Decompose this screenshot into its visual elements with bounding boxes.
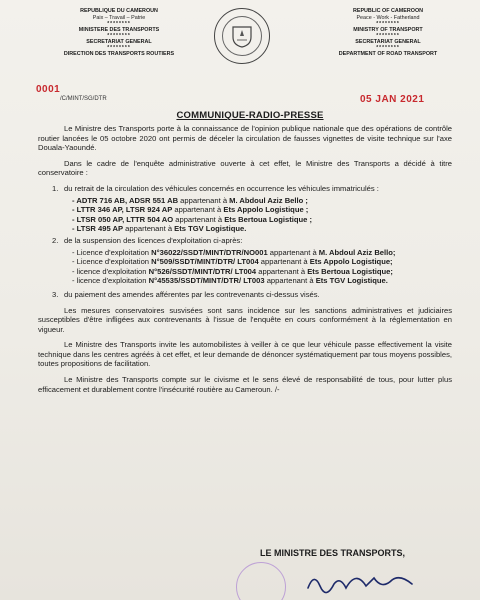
document-body: [38, 124, 452, 400]
paragraph-intro: Le Ministre des Transports porte à la connaissance de l'opinion publique nationale que des opérations de contrôle routier lancées le 05 octobre 2020 ont permis de déceler la circulation de fausses vignettes de visite technique sur l'axe Douala-Yaoundé.: [38, 124, 452, 153]
reference-number: /C/MINT/SG/DTR: [60, 96, 107, 102]
header-left-secretariat: SECRETARIAT GENERAL: [86, 39, 152, 45]
measure-3: [52, 290, 452, 300]
paragraph-closing: Le Ministre des Transports compte sur le civisme et le sens élevé de responsabilité de tous, pour lutter plus efficacement et durablement contre l'insécurité routière au Cameroun. /-: [38, 375, 452, 394]
registration-stamp-number: 0001: [36, 84, 61, 95]
header-left-country: REPUBLIQUE DU CAMEROUN: [80, 8, 158, 14]
coat-of-arms-seal: [214, 8, 270, 64]
licence-line: - Licence d'exploitation N°509/SSDT/MINT/DTR/ LT004 appartenant à Ets Appolo Logistique;: [72, 257, 393, 267]
document-title: COMMUNIQUE-RADIO-PRESSE: [176, 110, 324, 121]
vehicle-line: - LTSR 495 AP appartenant à Ets TGV Logistique.: [72, 224, 247, 234]
measure-1-number: 1.: [52, 183, 59, 193]
measure-3-number: 3.: [52, 289, 59, 299]
handwritten-signature-icon: [300, 566, 430, 596]
header-right-country: REPUBLIC OF CAMEROON: [352, 8, 424, 14]
header-left-stars: ********: [107, 21, 131, 27]
header-right-secretariat: SECRETARIAT GENERAL: [355, 39, 421, 45]
measure-1-text: du retrait de la circulation des véhicules concernés en occurrence les véhicules immatriculés :: [64, 183, 379, 193]
coat-of-arms-icon: [222, 16, 262, 56]
paragraph-sanctions: Les mesures conservatoires susvisées sont sans incidence sur les sanctions administratives et judiciaires susceptibles d'être infligées aux contrevenants à l'issue de l'enquête en cours conformément à la réglementation en vigueur.: [38, 305, 452, 334]
licence-line: - licence d'exploitation N°526/SSDT/MINT/DTR/ LT004 appartenant à Ets Bertoua Logistique;: [72, 266, 393, 276]
measure-2-text: de la suspension des licences d'exploitation ci-après:: [64, 235, 243, 245]
measure-1: [52, 184, 452, 194]
paragraph-invitation: Le Ministre des Transports invite les automobilistes à veiller à ce que leur véhicule passe effectivement la visite technique dans les centres agréés à cet effet, et leur demande de dénoncer systématiquement par tous moyens possibles, toutes propositions de facilitation.: [38, 340, 452, 369]
header-right-stars: ********: [376, 21, 400, 27]
header-left-stars-2: ********: [107, 33, 131, 39]
licence-line: - Licence d'exploitation N°36022/SSDT/MINT/DTR/NO001 appartenant à M. Abdoul Aziz Bello;: [72, 247, 396, 257]
header-right-ministry: MINISTRY OF TRANSPORT: [353, 27, 423, 33]
header-left-motto: Paix – Travail – Patrie: [92, 15, 146, 21]
paragraph-decision: Dans le cadre de l'enquête administrative ouverte à cet effet, le Ministre des Transports a décidé à titre conservatoire :: [38, 158, 452, 178]
header-right-department: DEPARTMENT OF ROAD TRANSPORT: [338, 51, 438, 57]
licence-line: - licence d'exploitation N°45535/SSDT/MINT/DTR/ LT003 appartenant à Ets TGV Logistique.: [72, 276, 388, 286]
header-right-stars-3: ********: [376, 45, 400, 51]
official-stamp-icon: [236, 562, 286, 600]
date-stamp: 05 JAN 2021: [360, 94, 425, 105]
header-left-direction: DIRECTION DES TRANSPORTS ROUTIERS: [63, 51, 175, 57]
header-right: [328, 8, 448, 58]
measure-2-number: 2.: [52, 235, 59, 245]
vehicle-line: - ADTR 716 AB, ADSR 551 AB appartenant à M. Abdoul Aziz Bello ;: [72, 195, 308, 205]
header-left: [60, 8, 178, 58]
measure-3-text: du paiement des amendes afférentes par les contrevenants ci-dessus visés.: [64, 289, 320, 299]
signatory-title: LE MINISTRE DES TRANSPORTS,: [260, 548, 406, 558]
header-left-stars-3: ********: [107, 45, 131, 51]
header-right-stars-2: ********: [376, 33, 400, 39]
measure-2: [52, 236, 452, 246]
header-right-motto: Peace - Work - Fatherland: [356, 15, 420, 21]
vehicle-line: - LTTR 346 AP, LTSR 924 AP appartenant à Ets Appolo Logistique ;: [72, 205, 309, 215]
vehicle-line: - LTSR 050 AP, LTTR 504 AO appartenant à Ets Bertoua Logistique ;: [72, 214, 312, 224]
header-left-ministry: MINISTERE DES TRANSPORTS: [78, 27, 160, 33]
